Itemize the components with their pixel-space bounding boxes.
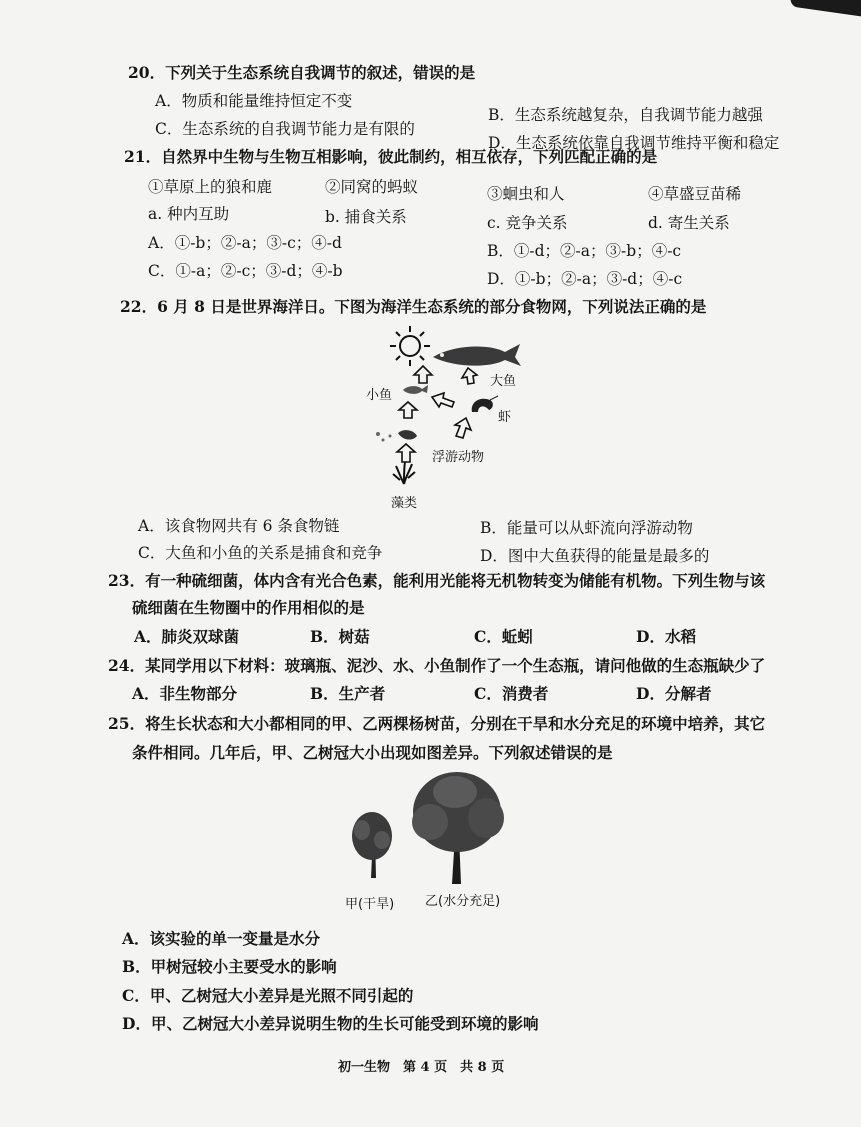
label-algae: 藻类 — [391, 496, 418, 511]
q23-option-b: B．树菇 — [310, 627, 370, 646]
q22-option-d: D．图中大鱼获得的能量是最多的 — [480, 547, 710, 565]
q21-relation-c: c. 竞争关系 — [487, 214, 568, 232]
q21-option-c: C．①-a；②-c；③-d；④-b — [148, 262, 343, 280]
q25-stem-line2: 条件相同。几年后，甲、乙树冠大小出现如图差异。下列叙述错误的是 — [132, 743, 613, 762]
q21-stem: 21．自然界中生物与生物互相影响，彼此制约，相互依存，下列匹配正确的是 — [124, 147, 658, 166]
q21-relation-a: a. 种内互助 — [148, 205, 230, 223]
page-footer: 初一生物 第 4 页 共 8 页 — [338, 1060, 505, 1075]
q20-option-d: D．生态系统依靠自我调节维持平衡和稳定 — [488, 134, 780, 152]
label-tree-jia: 甲(干旱) — [345, 897, 395, 912]
q22-stem: 22．6 月 8 日是世界海洋日。下图为海洋生态系统的部分食物网，下列说法正确的是 — [120, 297, 707, 316]
q25-option-c: C．甲、乙树冠大小差异是光照不同引起的 — [122, 986, 414, 1005]
q21-relation-d: d. 寄生关系 — [648, 214, 730, 232]
q20-option-c: C．生态系统的自我调节能力是有限的 — [155, 120, 415, 138]
q21-option-a: A．①-b；②-a；③-c；④-d — [148, 234, 342, 252]
label-zooplankton: 浮游动物 — [432, 450, 485, 465]
q21-item-2: ②同窝的蚂蚁 — [325, 178, 419, 196]
q22-option-b: B．能量可以从虾流向浮游动物 — [480, 519, 693, 537]
large-tree-icon — [412, 772, 504, 884]
q21-option-b: B．①-d；②-a；③-b；④-c — [487, 242, 682, 260]
q24-option-d: D．分解者 — [636, 684, 712, 703]
q21-item-1: ①草原上的狼和鹿 — [148, 178, 273, 196]
q25-option-a: A．该实验的单一变量是水分 — [122, 929, 321, 948]
q20-option-a: A．物质和能量维持恒定不变 — [155, 92, 353, 110]
q23-option-d: D．水稻 — [636, 627, 696, 646]
q20-option-b: B．生态系统越复杂，自我调节能力越强 — [488, 106, 763, 124]
q24-stem: 24．某同学用以下材料：玻璃瓶、泥沙、水、小鱼制作了一个生态瓶，请问他做的生态瓶缺少了 — [108, 656, 766, 675]
q21-item-3: ③蛔虫和人 — [487, 185, 565, 203]
q20-stem: 20．下列关于生态系统自我调节的叙述，错误的是 — [128, 63, 476, 82]
q24-option-b: B．生产者 — [310, 684, 386, 703]
label-small-fish: 小鱼 — [366, 388, 393, 403]
q21-relation-b: b. 捕食关系 — [325, 208, 407, 226]
q25-option-b: B．甲树冠较小主要受水的影响 — [122, 957, 337, 976]
q24-option-c: C．消费者 — [474, 684, 549, 703]
q21-item-4: ④草盛豆苗稀 — [648, 185, 742, 203]
q23-stem-line1: 23．有一种硫细菌，体内含有光合色素，能利用光能将无机物转变为储能有机物。下列生物与该 — [108, 571, 766, 590]
q23-option-c: C．蚯蚓 — [474, 627, 533, 646]
label-tree-yi: 乙(水分充足) — [425, 894, 501, 909]
q22-option-a: A．该食物网共有 6 条食物链 — [138, 517, 340, 535]
q23-option-a: A．肺炎双球菌 — [134, 627, 240, 646]
q21-option-d: D．①-b；②-a；③-d；④-c — [487, 270, 683, 288]
q22-option-c: C．大鱼和小鱼的关系是捕食和竞争 — [138, 544, 383, 562]
label-shrimp: 虾 — [498, 410, 512, 425]
q24-option-a: A．非生物部分 — [132, 684, 238, 703]
q25-stem-line1: 25．将生长状态和大小都相同的甲、乙两棵杨树苗，分别在干旱和水分充足的环境中培养，其它 — [108, 714, 766, 733]
label-big-fish: 大鱼 — [490, 374, 517, 389]
small-tree-icon — [352, 812, 392, 878]
q25-option-d: D．甲、乙树冠大小差异说明生物的生长可能受到环境的影响 — [122, 1014, 539, 1033]
q23-stem-line2: 硫细菌在生物圈中的作用相似的是 — [132, 598, 365, 617]
